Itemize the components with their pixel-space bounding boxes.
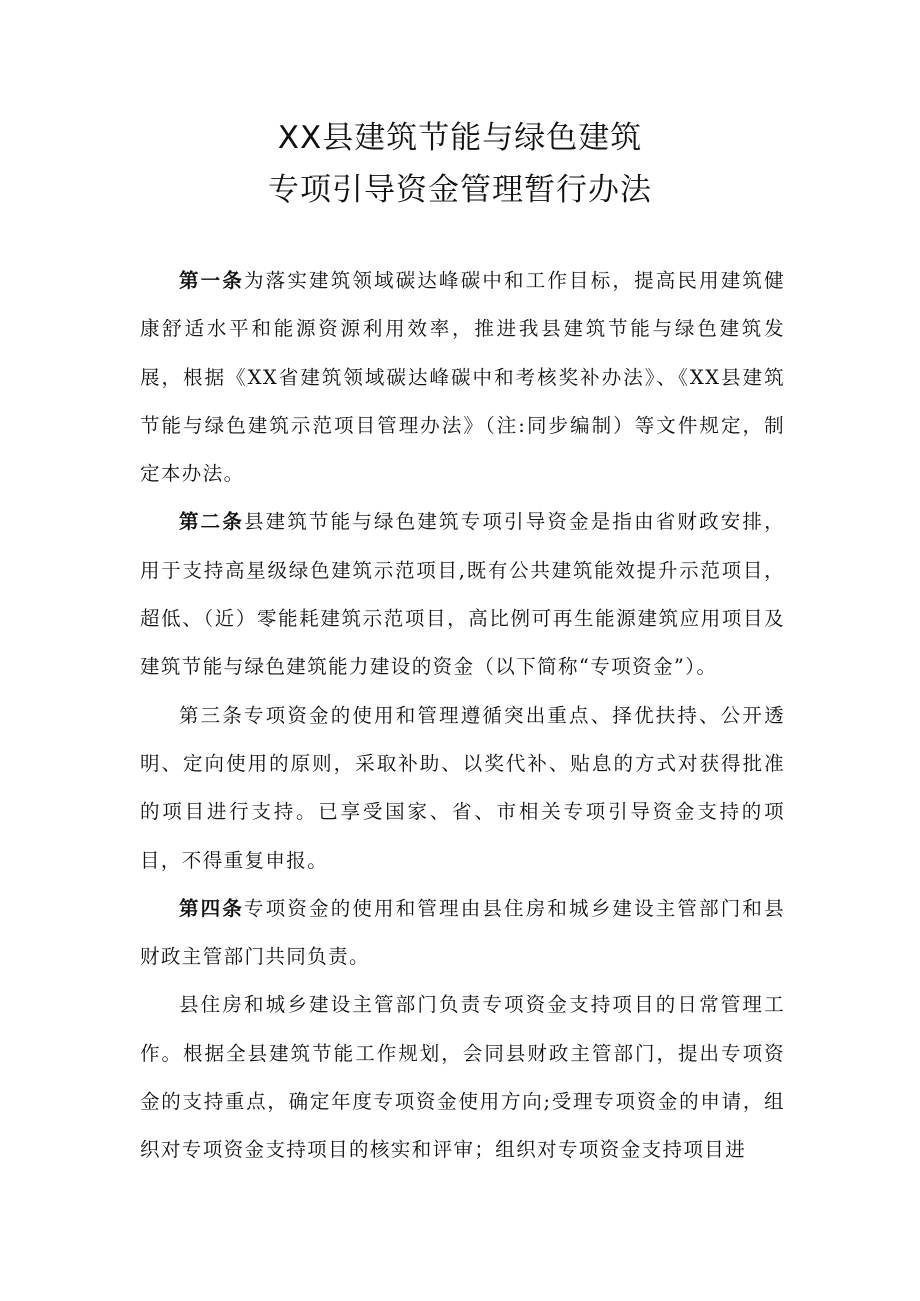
title-line-2: 专项引导资金管理暂行办法 (268, 172, 652, 208)
paragraph-article-4-continued (140, 981, 785, 1174)
article-number: 第三条 (179, 703, 245, 727)
article-number: 第二条 (179, 510, 245, 534)
document-body (140, 257, 785, 1175)
document-title (0, 112, 920, 216)
paragraph-article-3 (140, 692, 785, 885)
article-text: 县建筑节能与绿色建筑专项引导资金是指由省财政安排，用于支持高星级绿色建筑示范项目,既有公共建筑能效提升示范项目，超低、（近）零能耗建筑示范项目，高比例可再生能源建筑应用项目及建筑节能与绿色建筑能力建设的资金（以下简称“专项资金”）。 (140, 510, 785, 679)
article-text: 专项资金的使用和管理遵循突出重点、择优扶持、公开透明、定向使用的原则，采取补助、以奖代补、贴息的方式对获得批准的项目进行支持。已享受国家、省、市相关专项引导资金支持的项目，不得重复申报。 (140, 703, 785, 872)
paragraph-article-1 (140, 257, 785, 498)
article-number: 第四条 (179, 896, 245, 920)
article-text: 为落实建筑领域碳达峰碳中和工作目标，提高民用建筑健康舒适水平和能源资源利用效率，推进我县建筑节能与绿色建筑发展，根据《XX省建筑领域碳达峰碳中和考核奖补办法》、《XX县建筑节能与绿色建筑示范项目管理办法》（注:同步编制）等文件规定，制定本办法。 (140, 269, 785, 486)
article-text: 县住房和城乡建设主管部门负责专项资金支持项目的日常管理工作。根据全县建筑节能工作规划，会同县财政主管部门，提出专项资金的支持重点，确定年度专项资金使用方向;受理专项资金的申请，组织对专项资金支持项目的核实和评审；组织对专项资金支持项目进 (140, 993, 785, 1162)
article-number: 第一条 (179, 269, 245, 292)
title-line-1: XX县建筑节能与绿色建筑 (277, 120, 643, 156)
paragraph-article-2 (140, 498, 785, 691)
paragraph-article-4 (140, 885, 785, 982)
article-text: 专项资金的使用和管理由县住房和城乡建设主管部门和县财政主管部门共同负责。 (140, 896, 785, 969)
